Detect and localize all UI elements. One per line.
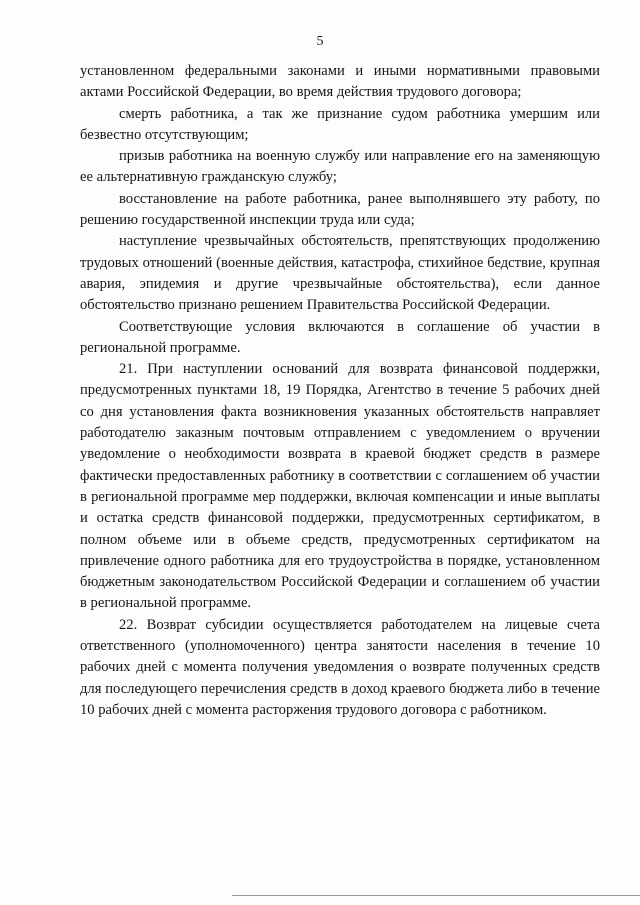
paragraph-employee-death: смерть работника, а так же признание судом работника умершим или безвестно отсутствующим; — [80, 105, 600, 143]
paragraph-clause-21: 21. При наступлении оснований для возврата финансовой поддержки, предусмотренных пунктами 18, 19 Порядка, Агентство в течение 5 рабочих дней со дня установления факта возникновения указанных обстоятельств направляет работодателю заказным почтовым отправлением с уведомлением о вручении уведомление о необходимости возврата в краевой бюджет средств в размере фактически предоставленных работнику в соответствии с соглашением об участии в региональной программе мер поддержки, включая компенсации и иные выплаты и остатка средств финансовой поддержки, предусмотренных сертификатом, в полном объеме или в объеме средств, предусмотренных сертификатом на привлечение одного работника для его трудоустройства в порядке, установленном бюджетным законодательством Российской Федерации и соглашением об участии в региональной программе. — [80, 361, 600, 612]
scan-edge-line — [232, 895, 640, 896]
document-body — [80, 61, 600, 721]
paragraph-military-service: призыв работника на военную службу или направление его на заменяющую ее альтернативную гражданскую службу; — [80, 148, 600, 186]
paragraph-clause-22: 22. Возврат субсидии осуществляется работодателем на лицевые счета ответственного (уполномоченного) центра занятости населения в течение 10 рабочих дней с момента получения уведомления о возврате полученных средств для последующего перечисления средств в доход краевого бюджета либо в течение 10 рабочих дней с момента расторжения трудового договора с работником. — [80, 616, 600, 718]
page-number: 5 — [316, 34, 324, 49]
paragraph-continuation: установленном федеральными законами и иными нормативными правовыми актами Российской Федерации, во время действия трудового договора; — [80, 63, 600, 101]
paragraph-emergency: наступление чрезвычайных обстоятельств, препятствующих продолжению трудовых отношений (военные действия, катастрофа, стихийное бедствие, крупная авария, эпидемия и другие чрезвычайные обстоятельства), если данное обстоятельство признано решением Правительства Российской Федерации. — [80, 233, 600, 314]
paragraph-reinstatement: восстановление на работе работника, ранее выполнявшего эту работу, по решению государственной инспекции труда или суда; — [80, 190, 600, 229]
paragraph-conditions: Соответствующие условия включаются в соглашение об участии в региональной программе. — [80, 318, 600, 356]
